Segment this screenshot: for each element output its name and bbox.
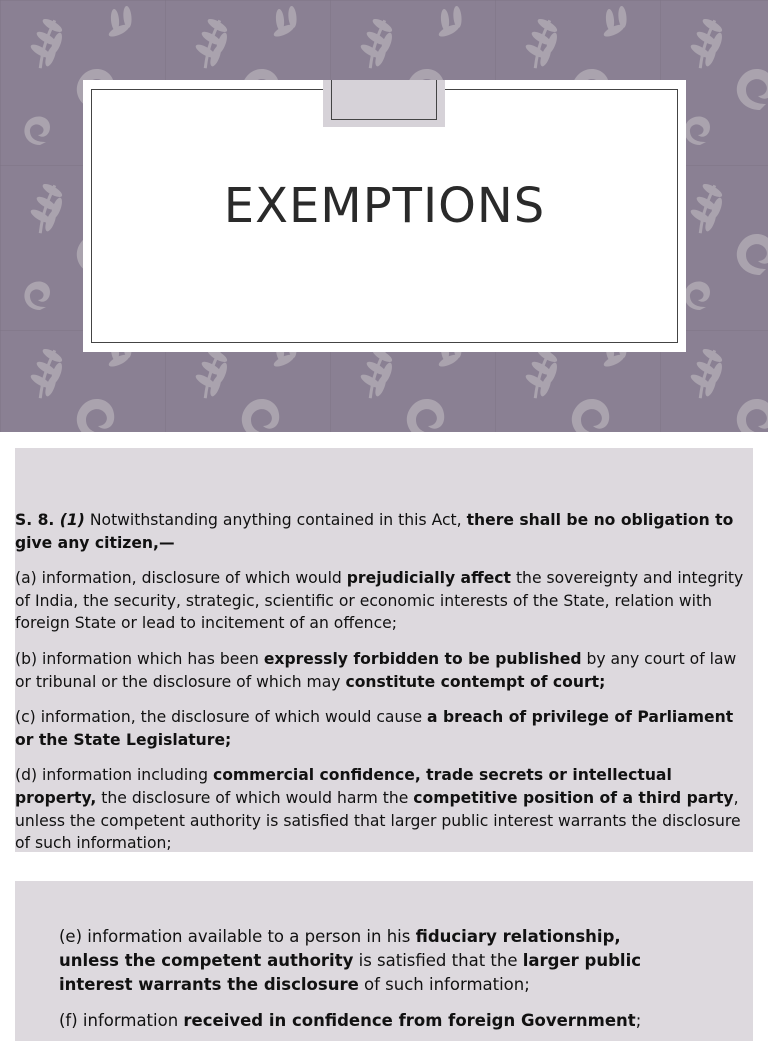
bold-text: commercial confidence, trade secrets or intellectual property, [15,766,672,807]
section-8-text [15,509,751,868]
text: (a) information, disclosure of which would [15,569,347,588]
text: is satisfied that the [353,951,523,970]
text: (b) information which has been [15,649,264,668]
section-8-continued-slide [15,881,753,1041]
slide2-paragraph [15,648,751,693]
bold-text: there shall be no obligation to give any citizen,— [15,511,734,552]
title-tab [331,80,437,120]
text: (e) information available to a person in his [59,927,416,946]
text: (c) information, the disclosure of which would cause [15,708,428,727]
text: , unless the competent authority is satisfied that larger public interest warrants the disclosure of such information; [15,788,741,853]
slide2-paragraph [15,706,751,751]
text: the sovereignty and integrity of India, the security, strategic, scientific or economic interests of the State, relation with foreign State or lead to incitement of an offence; [15,569,744,633]
text: of such information; [358,975,530,994]
text: the disclosure of which would harm the [96,788,414,807]
section-8-slide [15,448,753,852]
slide-title: EXEMPTIONS [223,178,546,234]
bold-text: a breach of privilege of Parliament or the State Legislature; [15,708,734,749]
text: Notwithstanding anything contained in this Act, [84,511,467,529]
text: (d) information including [15,766,213,785]
title-slide [0,0,768,432]
bold-text: fiduciary relationship, unless the competent authority [59,927,621,970]
bold-text: S. 8. [15,511,60,529]
bold-text: prejudicially affect [346,569,511,588]
slide2-paragraph [15,567,751,635]
text: ; [635,1011,642,1030]
slide2-paragraph [15,509,751,554]
text: (f) information [59,1011,184,1030]
bold-text: (1) [59,511,85,529]
bold-text: competitive position of a third party [413,788,734,807]
slide2-paragraph [15,764,751,854]
text: by any court of law or tribunal or the disclosure of which may [15,649,737,691]
bold-text: constitute contempt of court; [345,672,606,691]
slide3-paragraph [59,1009,679,1033]
bold-text: received in confidence from foreign Government [183,1011,636,1030]
bold-text: larger public interest warrants the disclosure [59,951,642,994]
slide3-paragraph [59,925,679,997]
bold-text: expressly forbidden to be published [263,649,582,668]
